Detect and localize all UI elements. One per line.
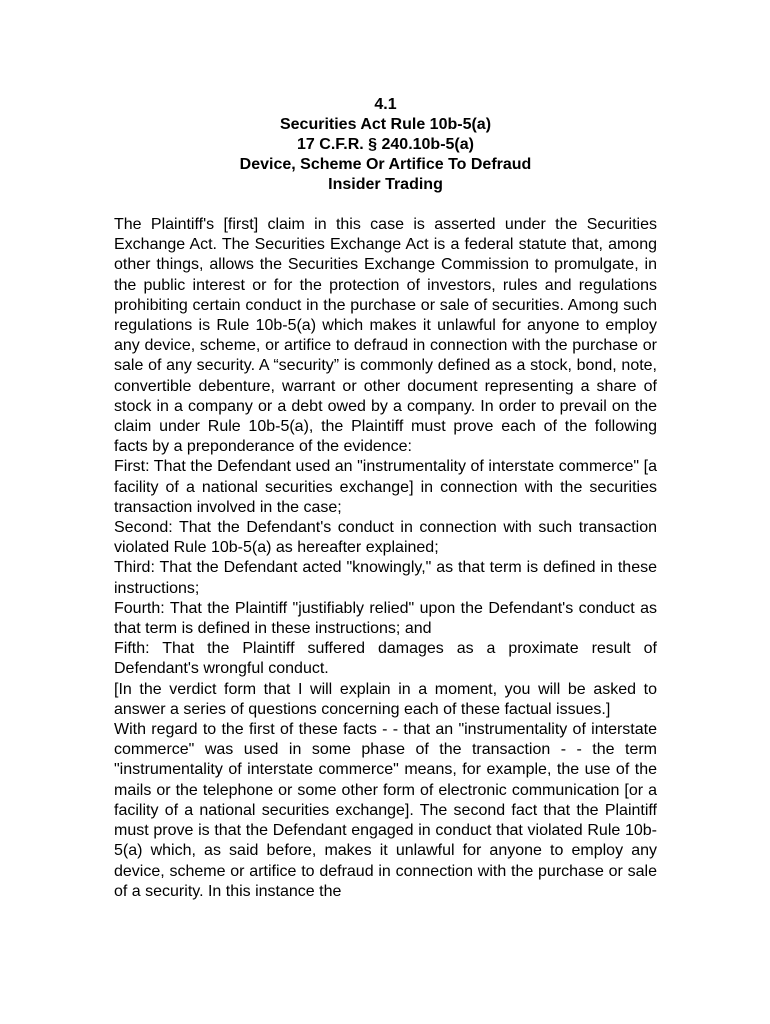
element-second: Second: That the Defendant's conduct in connection with such transaction violated Rule 10b-5(a) as hereafter explained; [114, 519, 657, 557]
subject-title: Device, Scheme Or Artifice To Defraud [239, 156, 532, 173]
instruction-heading [114, 95, 657, 195]
verdict-form-note: [In the verdict form that I will explain in a moment, you will be asked to answer a series of questions concerning each of these factual issues.] [114, 680, 657, 718]
element-first: First: That the Defendant used an "instrumentality of interstate commerce" [a facility of a national securities exchange] in connection with the securities transaction involved in the case; [114, 458, 657, 516]
document-page [114, 95, 657, 902]
explanation-paragraph: With regard to the first of these facts - - that an "instrumentality of interstate commerce" was used in some phase of the transaction - - the term "instrumentality of interstate commerce" means, for example, the use of the mails or the telephone or some other form of electronic communication [or a facility of a national securities exchange]. The second fact that the Plaintiff must prove is that the Defendant engaged in conduct that violated Rule 10b-5(a) which, as said before, makes it unlawful for anyone to employ any device, scheme or artifice to defraud in connection with the purchase or sale of a security. In this instance the [114, 721, 657, 900]
intro-paragraph: The Plaintiff's [first] claim in this case is asserted under the Securities Exchange Act. The Securities Exchange Act is a federal statute that, among other things, allows the Securities Exchange Commission to promulgate, in the public interest or for the protection of investors, rules and regulations prohibiting certain conduct in the purchase or sale of securities. Among such regulations is Rule 10b-5(a) which makes it unlawful for anyone to employ any device, scheme, or artifice to defraud in connection with the purchase or sale of any security. A “security” is commonly defined as a stock, bond, note, convertible debenture, warrant or other document representing a share of stock in a company or a debt owed by a company. In order to prevail on the claim under Rule 10b-5(a), the Plaintiff must prove each of the following facts by a preponderance of the evidence: [114, 216, 657, 456]
topic-title: Insider Trading [328, 176, 443, 193]
element-fourth: Fourth: That the Plaintiff "justifiably relied" upon the Defendant's conduct as that term is defined in these instructions; and [114, 599, 657, 638]
element-fifth: Fifth: That the Plaintiff suffered damages as a proximate result of Defendant's wrongful conduct. [114, 640, 657, 678]
rule-title: Securities Act Rule 10b-5(a) [279, 116, 492, 133]
instruction-number: 4.1 [374, 96, 397, 113]
element-third: Third: That the Defendant acted "knowingly," as that term is defined in these instructions; [114, 559, 657, 597]
cfr-citation: 17 C.F.R. § 240.10b-5(a) [297, 136, 474, 153]
instruction-body [114, 215, 657, 902]
